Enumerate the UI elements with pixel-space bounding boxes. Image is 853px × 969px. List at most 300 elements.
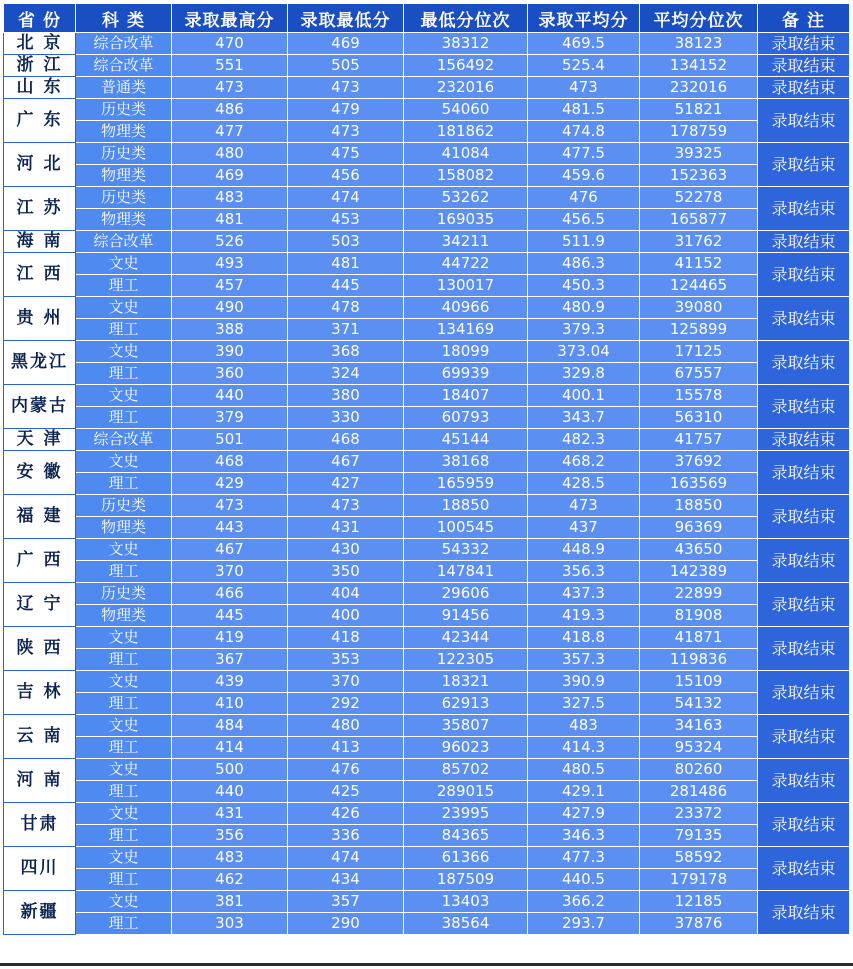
min-score-cell: 336 [288,825,404,847]
avg-rank-cell: 22899 [640,583,758,605]
table-row [4,319,850,341]
avg-score-cell: 428.5 [528,473,640,495]
min-rank-cell: 38312 [404,33,528,55]
min-rank-cell: 169035 [404,209,528,231]
note-cell: 录取结束 [758,671,850,715]
avg-rank-cell: 96369 [640,517,758,539]
min-rank-cell: 122305 [404,649,528,671]
avg-rank-cell: 41152 [640,253,758,275]
min-rank-cell: 130017 [404,275,528,297]
province-cell: 陕 西 [4,627,76,671]
table-row [4,583,850,605]
province-cell: 贵 州 [4,297,76,341]
table-row [4,407,850,429]
note-cell: 录取结束 [758,187,850,231]
bottom-divider [0,963,853,966]
min-score-cell: 368 [288,341,404,363]
min-score-cell: 430 [288,539,404,561]
avg-rank-cell: 79135 [640,825,758,847]
avg-score-cell: 400.1 [528,385,640,407]
note-cell: 录取结束 [758,253,850,297]
avg-score-cell: 482.3 [528,429,640,451]
max-score-cell: 390 [172,341,288,363]
table-row [4,297,850,319]
min-score-cell: 357 [288,891,404,913]
category-cell: 理工 [76,561,172,583]
min-rank-cell: 38168 [404,451,528,473]
max-score-cell: 419 [172,627,288,649]
avg-rank-cell: 124465 [640,275,758,297]
max-score-cell: 439 [172,671,288,693]
min-rank-cell: 54060 [404,99,528,121]
category-cell: 文史 [76,715,172,737]
avg-rank-cell: 37876 [640,913,758,935]
province-cell: 甘肃 [4,803,76,847]
min-score-cell: 481 [288,253,404,275]
min-score-cell: 418 [288,627,404,649]
province-cell: 黑龙江 [4,341,76,385]
province-cell: 江 西 [4,253,76,297]
avg-score-cell: 483 [528,715,640,737]
table-row [4,693,850,715]
note-cell: 录取结束 [758,627,850,671]
category-cell: 历史类 [76,187,172,209]
min-score-cell: 456 [288,165,404,187]
min-score-cell: 431 [288,517,404,539]
header-min-rank: 最低分位次 [404,4,528,33]
min-score-cell: 426 [288,803,404,825]
avg-score-cell: 357.3 [528,649,640,671]
header-province: 省 份 [4,4,76,33]
table-row [4,451,850,473]
min-score-cell: 453 [288,209,404,231]
min-rank-cell: 91456 [404,605,528,627]
category-cell: 文史 [76,627,172,649]
note-cell: 录取结束 [758,99,850,143]
min-rank-cell: 29606 [404,583,528,605]
avg-rank-cell: 12185 [640,891,758,913]
avg-score-cell: 379.3 [528,319,640,341]
max-score-cell: 470 [172,33,288,55]
avg-score-cell: 343.7 [528,407,640,429]
min-score-cell: 480 [288,715,404,737]
category-cell: 物理类 [76,209,172,231]
min-rank-cell: 232016 [404,77,528,99]
avg-rank-cell: 95324 [640,737,758,759]
min-rank-cell: 158082 [404,165,528,187]
category-cell: 文史 [76,253,172,275]
table-row [4,33,850,55]
note-cell: 录取结束 [758,495,850,539]
avg-rank-cell: 232016 [640,77,758,99]
table-row [4,847,850,869]
avg-rank-cell: 67557 [640,363,758,385]
category-cell: 理工 [76,407,172,429]
min-score-cell: 370 [288,671,404,693]
min-score-cell: 445 [288,275,404,297]
table-row [4,913,850,935]
min-rank-cell: 96023 [404,737,528,759]
min-rank-cell: 181862 [404,121,528,143]
note-cell: 录取结束 [758,143,850,187]
min-rank-cell: 69939 [404,363,528,385]
table-row [4,363,850,385]
max-score-cell: 429 [172,473,288,495]
note-cell: 录取结束 [758,55,850,77]
max-score-cell: 462 [172,869,288,891]
note-cell: 录取结束 [758,847,850,891]
header-category: 科 类 [76,4,172,33]
avg-score-cell: 427.9 [528,803,640,825]
note-cell: 录取结束 [758,451,850,495]
min-score-cell: 505 [288,55,404,77]
category-cell: 理工 [76,825,172,847]
min-score-cell: 468 [288,429,404,451]
table-row [4,759,850,781]
avg-rank-cell: 43650 [640,539,758,561]
min-rank-cell: 18407 [404,385,528,407]
avg-rank-cell: 18850 [640,495,758,517]
category-cell: 文史 [76,671,172,693]
table-row [4,143,850,165]
category-cell: 历史类 [76,143,172,165]
min-score-cell: 503 [288,231,404,253]
min-rank-cell: 147841 [404,561,528,583]
min-rank-cell: 13403 [404,891,528,913]
max-score-cell: 477 [172,121,288,143]
category-cell: 历史类 [76,583,172,605]
avg-score-cell: 448.9 [528,539,640,561]
province-cell: 安 徽 [4,451,76,495]
max-score-cell: 500 [172,759,288,781]
avg-score-cell: 429.1 [528,781,640,803]
max-score-cell: 360 [172,363,288,385]
avg-score-cell: 373.04 [528,341,640,363]
category-cell: 文史 [76,451,172,473]
note-cell: 录取结束 [758,759,850,803]
avg-rank-cell: 58592 [640,847,758,869]
max-score-cell: 484 [172,715,288,737]
province-cell: 福 建 [4,495,76,539]
note-cell: 录取结束 [758,385,850,429]
avg-score-cell: 346.3 [528,825,640,847]
note-cell: 录取结束 [758,803,850,847]
min-score-cell: 404 [288,583,404,605]
min-score-cell: 350 [288,561,404,583]
avg-rank-cell: 281486 [640,781,758,803]
avg-score-cell: 480.9 [528,297,640,319]
province-cell: 河 北 [4,143,76,187]
min-score-cell: 324 [288,363,404,385]
min-score-cell: 474 [288,847,404,869]
avg-rank-cell: 179178 [640,869,758,891]
max-score-cell: 501 [172,429,288,451]
avg-rank-cell: 165877 [640,209,758,231]
category-cell: 理工 [76,913,172,935]
category-cell: 理工 [76,363,172,385]
avg-rank-cell: 15578 [640,385,758,407]
min-score-cell: 425 [288,781,404,803]
avg-rank-cell: 31762 [640,231,758,253]
category-cell: 文史 [76,297,172,319]
avg-score-cell: 473 [528,495,640,517]
table-row [4,715,850,737]
min-rank-cell: 60793 [404,407,528,429]
min-rank-cell: 134169 [404,319,528,341]
category-cell: 理工 [76,781,172,803]
category-cell: 物理类 [76,165,172,187]
avg-score-cell: 418.8 [528,627,640,649]
category-cell: 综合改革 [76,231,172,253]
avg-rank-cell: 51821 [640,99,758,121]
category-cell: 物理类 [76,121,172,143]
min-score-cell: 400 [288,605,404,627]
category-cell: 文史 [76,891,172,913]
avg-rank-cell: 37692 [640,451,758,473]
header-row [4,4,850,33]
avg-rank-cell: 81908 [640,605,758,627]
avg-score-cell: 468.2 [528,451,640,473]
province-cell: 新疆 [4,891,76,935]
province-cell: 广 东 [4,99,76,143]
province-cell: 辽 宁 [4,583,76,627]
max-score-cell: 466 [172,583,288,605]
header-avg-score: 录取平均分 [528,4,640,33]
avg-score-cell: 437 [528,517,640,539]
avg-score-cell: 473 [528,77,640,99]
avg-rank-cell: 41757 [640,429,758,451]
min-rank-cell: 35807 [404,715,528,737]
header-min-score: 录取最低分 [288,4,404,33]
max-score-cell: 443 [172,517,288,539]
max-score-cell: 440 [172,385,288,407]
avg-score-cell: 456.5 [528,209,640,231]
admission-score-table [3,3,850,935]
max-score-cell: 480 [172,143,288,165]
note-cell: 录取结束 [758,341,850,385]
avg-rank-cell: 80260 [640,759,758,781]
note-cell: 录取结束 [758,77,850,99]
table-row [4,671,850,693]
min-score-cell: 474 [288,187,404,209]
avg-rank-cell: 152363 [640,165,758,187]
min-score-cell: 473 [288,77,404,99]
max-score-cell: 379 [172,407,288,429]
table-row [4,231,850,253]
avg-rank-cell: 38123 [640,33,758,55]
province-cell: 内蒙古 [4,385,76,429]
table-row [4,187,850,209]
avg-score-cell: 481.5 [528,99,640,121]
avg-rank-cell: 34163 [640,715,758,737]
avg-score-cell: 390.9 [528,671,640,693]
min-rank-cell: 18099 [404,341,528,363]
avg-rank-cell: 125899 [640,319,758,341]
table-row [4,55,850,77]
max-score-cell: 473 [172,495,288,517]
province-cell: 四川 [4,847,76,891]
table-row [4,737,850,759]
avg-rank-cell: 41871 [640,627,758,649]
table-row [4,825,850,847]
min-score-cell: 380 [288,385,404,407]
min-rank-cell: 42344 [404,627,528,649]
table-row [4,165,850,187]
province-cell: 江 苏 [4,187,76,231]
max-score-cell: 445 [172,605,288,627]
min-score-cell: 475 [288,143,404,165]
min-rank-cell: 289015 [404,781,528,803]
category-cell: 综合改革 [76,55,172,77]
category-cell: 综合改革 [76,33,172,55]
min-rank-cell: 34211 [404,231,528,253]
min-rank-cell: 156492 [404,55,528,77]
avg-score-cell: 486.3 [528,253,640,275]
min-rank-cell: 18321 [404,671,528,693]
header-max-score: 录取最高分 [172,4,288,33]
category-cell: 文史 [76,759,172,781]
avg-rank-cell: 17125 [640,341,758,363]
category-cell: 普通类 [76,77,172,99]
avg-score-cell: 474.8 [528,121,640,143]
min-score-cell: 473 [288,121,404,143]
max-score-cell: 493 [172,253,288,275]
avg-rank-cell: 163569 [640,473,758,495]
min-score-cell: 479 [288,99,404,121]
min-rank-cell: 62913 [404,693,528,715]
max-score-cell: 483 [172,847,288,869]
avg-score-cell: 511.9 [528,231,640,253]
min-rank-cell: 41084 [404,143,528,165]
province-cell: 云 南 [4,715,76,759]
max-score-cell: 431 [172,803,288,825]
min-rank-cell: 84365 [404,825,528,847]
avg-score-cell: 525.4 [528,55,640,77]
min-rank-cell: 44722 [404,253,528,275]
min-score-cell: 478 [288,297,404,319]
avg-rank-cell: 15109 [640,671,758,693]
max-score-cell: 467 [172,539,288,561]
note-cell: 录取结束 [758,891,850,935]
min-rank-cell: 40966 [404,297,528,319]
avg-rank-cell: 39325 [640,143,758,165]
category-cell: 理工 [76,693,172,715]
min-score-cell: 476 [288,759,404,781]
avg-rank-cell: 56310 [640,407,758,429]
max-score-cell: 481 [172,209,288,231]
avg-rank-cell: 52278 [640,187,758,209]
avg-score-cell: 480.5 [528,759,640,781]
min-rank-cell: 45144 [404,429,528,451]
max-score-cell: 388 [172,319,288,341]
table-row [4,517,850,539]
avg-rank-cell: 54132 [640,693,758,715]
province-cell: 山 东 [4,77,76,99]
table-row [4,649,850,671]
table-row [4,341,850,363]
min-score-cell: 330 [288,407,404,429]
category-cell: 理工 [76,473,172,495]
category-cell: 理工 [76,319,172,341]
avg-score-cell: 293.7 [528,913,640,935]
max-score-cell: 381 [172,891,288,913]
max-score-cell: 410 [172,693,288,715]
min-score-cell: 353 [288,649,404,671]
min-score-cell: 473 [288,495,404,517]
avg-score-cell: 414.3 [528,737,640,759]
avg-score-cell: 329.8 [528,363,640,385]
table-row [4,605,850,627]
province-cell: 广 西 [4,539,76,583]
province-cell: 海 南 [4,231,76,253]
note-cell: 录取结束 [758,297,850,341]
table-row [4,869,850,891]
min-score-cell: 290 [288,913,404,935]
max-score-cell: 457 [172,275,288,297]
avg-score-cell: 327.5 [528,693,640,715]
table-row [4,253,850,275]
min-rank-cell: 54332 [404,539,528,561]
avg-score-cell: 440.5 [528,869,640,891]
min-rank-cell: 23995 [404,803,528,825]
table-row [4,781,850,803]
max-score-cell: 469 [172,165,288,187]
max-score-cell: 490 [172,297,288,319]
table-row [4,209,850,231]
max-score-cell: 526 [172,231,288,253]
min-score-cell: 434 [288,869,404,891]
avg-rank-cell: 142389 [640,561,758,583]
avg-score-cell: 366.2 [528,891,640,913]
avg-rank-cell: 178759 [640,121,758,143]
max-score-cell: 367 [172,649,288,671]
table-row [4,385,850,407]
min-rank-cell: 85702 [404,759,528,781]
min-score-cell: 292 [288,693,404,715]
min-score-cell: 467 [288,451,404,473]
category-cell: 理工 [76,275,172,297]
table-row [4,891,850,913]
table-row [4,539,850,561]
table-row [4,495,850,517]
min-score-cell: 469 [288,33,404,55]
max-score-cell: 370 [172,561,288,583]
avg-rank-cell: 134152 [640,55,758,77]
min-rank-cell: 18850 [404,495,528,517]
category-cell: 理工 [76,649,172,671]
category-cell: 理工 [76,869,172,891]
province-cell: 天 津 [4,429,76,451]
avg-rank-cell: 119836 [640,649,758,671]
min-score-cell: 427 [288,473,404,495]
max-score-cell: 303 [172,913,288,935]
min-rank-cell: 187509 [404,869,528,891]
province-cell: 河 南 [4,759,76,803]
table-row [4,121,850,143]
max-score-cell: 356 [172,825,288,847]
category-cell: 物理类 [76,517,172,539]
note-cell: 录取结束 [758,539,850,583]
category-cell: 历史类 [76,99,172,121]
avg-rank-cell: 23372 [640,803,758,825]
category-cell: 文史 [76,539,172,561]
header-avg-rank: 平均分位次 [640,4,758,33]
category-cell: 物理类 [76,605,172,627]
province-cell: 吉 林 [4,671,76,715]
category-cell: 文史 [76,847,172,869]
category-cell: 文史 [76,341,172,363]
avg-score-cell: 419.3 [528,605,640,627]
